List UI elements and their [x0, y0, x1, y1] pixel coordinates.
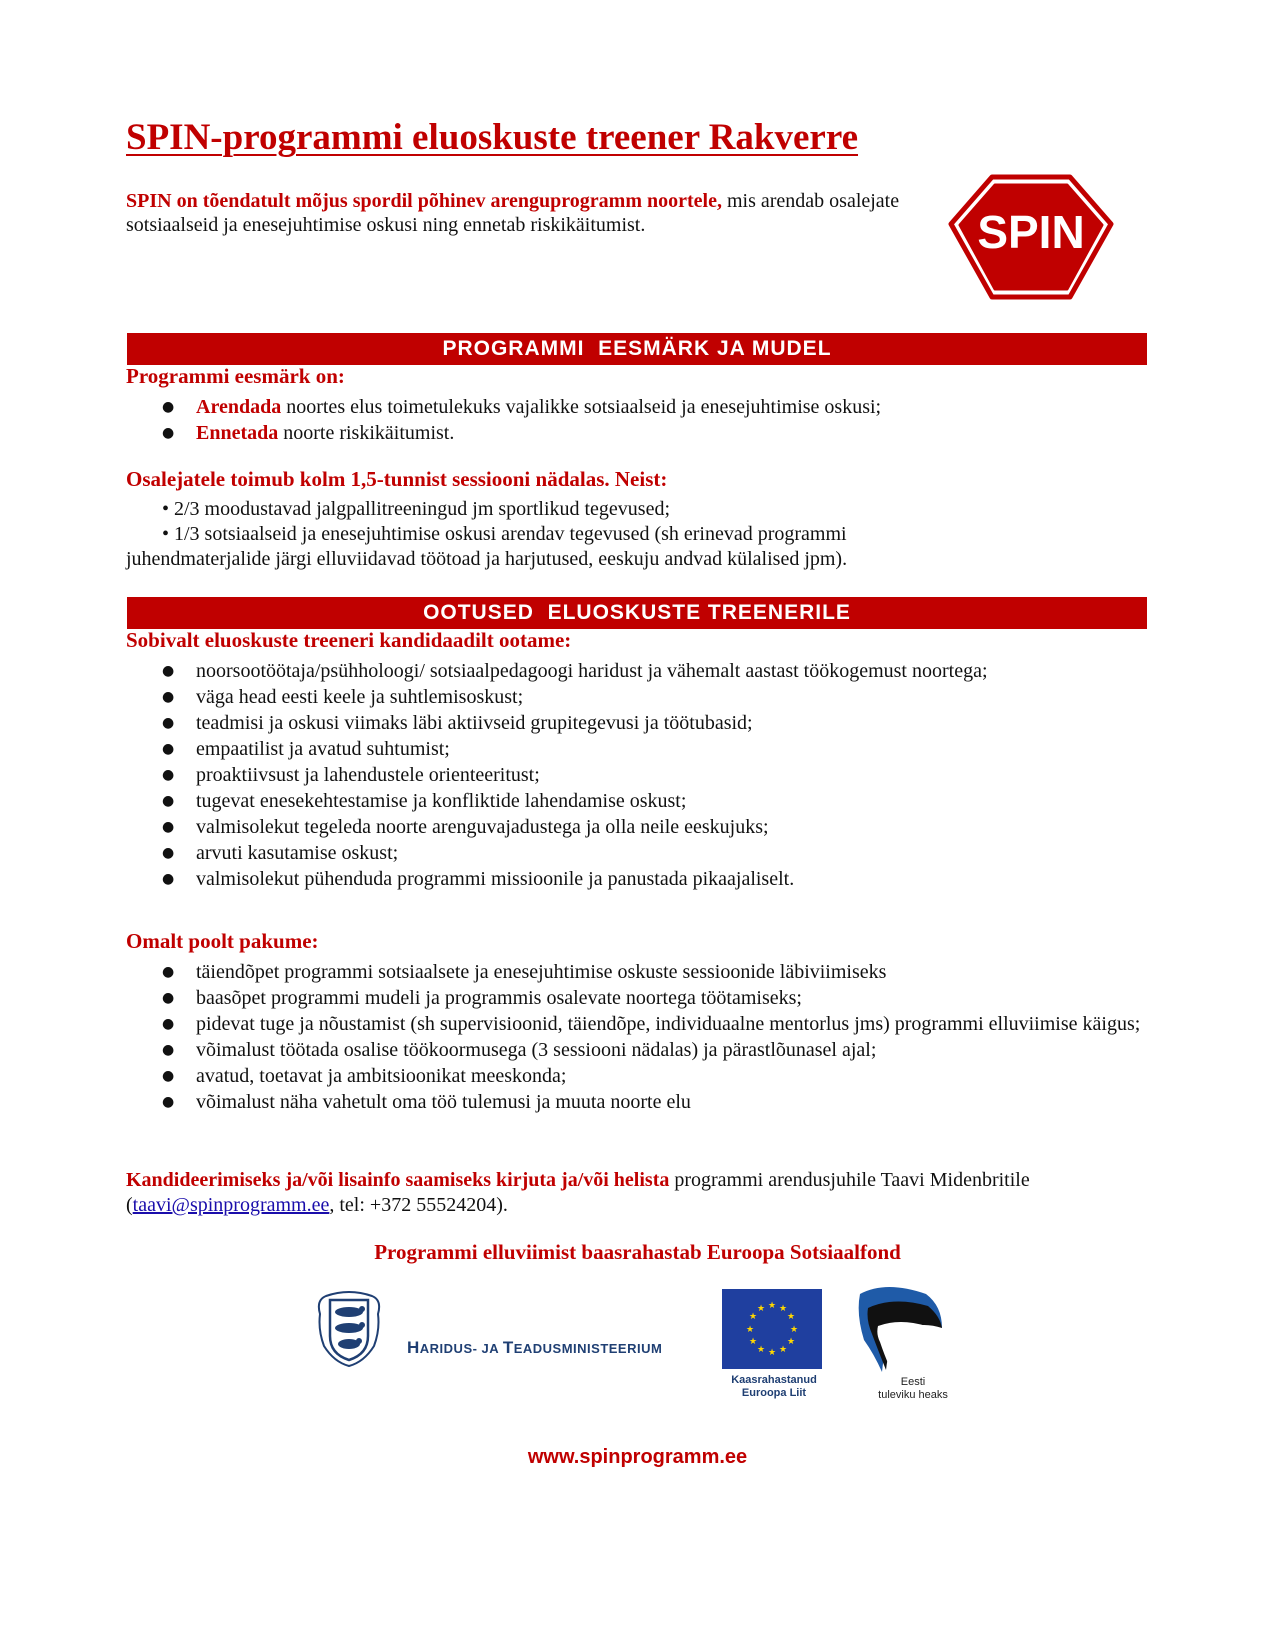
list-item: ● avatud, toetavat ja ambitsioonikat meeskonda; [162, 1065, 567, 1087]
bullet-icon: ● [162, 1068, 175, 1084]
list-item: ● teadmisi ja oskusi viimaks läbi aktiivseid grupitegevusi ja töötubasid; [162, 712, 753, 734]
list-item [126, 394, 1076, 420]
bullet-icon: ● [162, 1094, 175, 1110]
list-item: ● baasõpet programmi mudeli ja programmis osalevate noortega töötamiseks; [162, 987, 802, 1009]
funding-note: Programmi elluviimist baasrahastab Euroopa Sotsiaalfond [374, 1240, 901, 1264]
goal-keyword: Ennetada [196, 422, 279, 444]
svg-text:★: ★ [786, 1312, 796, 1322]
svg-text:★: ★ [767, 1301, 777, 1311]
list-item: ● tugevat enesekehtestamise ja konfliktide lahendamise oskust; [162, 790, 687, 812]
bullet-icon: ● [162, 741, 175, 757]
bullet-icon: ● [162, 845, 175, 861]
offers-heading: Omalt poolt pakume: [126, 929, 319, 953]
bullet-icon: ● [162, 1042, 175, 1058]
svg-text:★: ★ [756, 1304, 766, 1314]
bullet-icon: ● [162, 964, 175, 980]
expectations-list [126, 658, 1126, 892]
svg-text:★: ★ [756, 1345, 766, 1355]
eu-caption: Kaasrahastanud Euroopa Liit [731, 1374, 817, 1399]
spin-logo [948, 174, 1114, 300]
sessions-line: • 2/3 moodustavad jalgpallitreeningud jm sportlikud tegevused; [162, 498, 671, 520]
bullet-icon: ● [162, 793, 175, 809]
svg-text:★: ★ [786, 1337, 796, 1347]
list-item: ● võimalust näha vahetult oma töö tulemusi ja muuta noorte elu [162, 1091, 691, 1113]
svg-text:★: ★ [748, 1337, 758, 1347]
ministry-name: HARIDUS- JA TEADUSMINISTEERIUM [407, 1338, 663, 1357]
offers-list [126, 959, 1166, 1115]
svg-text:★: ★ [778, 1304, 788, 1314]
svg-text:★: ★ [789, 1325, 799, 1335]
list-item: ● valmisolekut pühenduda programmi missioonile ja panustada pikaajaliselt. [162, 868, 795, 890]
list-item: ● valmisolekut tegeleda noorte arenguvajadustega ja olla neile eeskujuks; [162, 816, 769, 838]
goal-keyword: Arendada [196, 396, 282, 418]
contact-bold: Kandideerimiseks ja/või lisainfo saamiseks kirjuta ja/või helista [126, 1169, 670, 1191]
list-item: ● noorsootöötaja/psühholoogi/ sotsiaalpedagoogi haridust ja vähemalt aastast töökogemust noortega; [162, 660, 988, 682]
page-title: SPIN-programmi eluoskuste treener Rakverre [126, 117, 859, 158]
spin-logo-text: SPIN [977, 206, 1085, 258]
intro-rest: mis arendab osalejate sotsiaalseid ja enesejuhtimise oskusi ning ennetab riskikäitumist. [126, 190, 900, 236]
eu-flag-icon [722, 1289, 822, 1369]
svg-text:★: ★ [748, 1312, 758, 1322]
sessions-text [126, 497, 1096, 572]
section-bar-goal: PROGRAMMI EESMÄRK JA MUDEL [127, 333, 1147, 365]
bullet-icon: ● [162, 819, 175, 835]
bullet-icon: ● [162, 990, 175, 1006]
bullet-icon: ● [162, 663, 175, 679]
bullet-icon: ● [162, 871, 175, 887]
contact-text: , tel: +372 55524204). [329, 1194, 508, 1216]
estonia-caption: Eesti tuleviku heaks [878, 1376, 948, 1401]
svg-text:★: ★ [778, 1345, 788, 1355]
bullet-icon: ● [162, 715, 175, 731]
website-link[interactable]: www.spinprogramm.ee [527, 1446, 748, 1468]
list-item: ● väga head eesti keele ja suhtlemisoskust; [162, 686, 524, 708]
contact-text: programmi arendusjuhile Taavi Midenbritile ( [126, 1169, 1030, 1216]
bullet-icon: ● [162, 689, 175, 705]
bullet-icon: ● [162, 399, 175, 415]
list-item: ● proaktiivsust ja lahendustele orienteeritust; [162, 764, 540, 786]
list-item [126, 420, 1076, 446]
goal-text: noortes elus toimetulekuks vajalikke sotsiaalseid ja enesejuhtimise oskusi; [281, 396, 882, 418]
contact-paragraph [126, 1168, 1126, 1218]
sessions-line: juhendmaterjalide järgi elluviidavad töötoad ja harjutused, eeskuju andvad külalised jpm). [126, 548, 848, 570]
goal-list [126, 394, 1076, 446]
goal-heading: Programmi eesmärk on: [126, 364, 345, 388]
email-link[interactable]: taavi@spinprogramm.ee [132, 1194, 330, 1216]
section-bar-expectations: OOTUSED ELUOSKUSTE TREENERILE [127, 597, 1147, 629]
coat-of-arms-icon [314, 1290, 384, 1368]
svg-text:★: ★ [767, 1348, 777, 1358]
goal-text: noorte riskikäitumist. [278, 422, 455, 444]
intro-bold: SPIN on tõendatult mõjus spordil põhinev arenguprogramm noortele, [126, 190, 722, 212]
list-item: ● täiendõpet programmi sotsiaalsete ja enesejuhtimise oskuste sessioonide läbiviimiseks [162, 961, 887, 983]
bullet-icon: ● [162, 767, 175, 783]
list-item: ● pidevat tuge ja nõustamist (sh supervisioonid, täiendõpe, individuaalne mentorlus jms) programmi elluviimise käigus; [162, 1013, 1141, 1035]
list-item: ● arvuti kasutamise oskust; [162, 842, 399, 864]
estonia-swoosh-icon [856, 1284, 946, 1376]
svg-text:★: ★ [745, 1325, 755, 1335]
expectations-heading: Sobivalt eluoskuste treeneri kandidaadilt ootame: [126, 628, 572, 652]
bullet-icon: ● [162, 425, 175, 441]
list-item: ● empaatilist ja avatud suhtumist; [162, 738, 450, 760]
sessions-heading: Osalejatele toimub kolm 1,5-tunnist sessiooni nädalas. Neist: [126, 467, 668, 491]
bullet-icon: ● [162, 1016, 175, 1032]
sessions-line: • 1/3 sotsiaalseid ja enesejuhtimise oskusi arendav tegevused (sh erinevad programmi [162, 523, 847, 545]
intro-paragraph [126, 189, 926, 237]
list-item: ● võimalust töötada osalise töökoormusega (3 sessiooni nädalas) ja pärastlõunasel ajal; [162, 1039, 877, 1061]
